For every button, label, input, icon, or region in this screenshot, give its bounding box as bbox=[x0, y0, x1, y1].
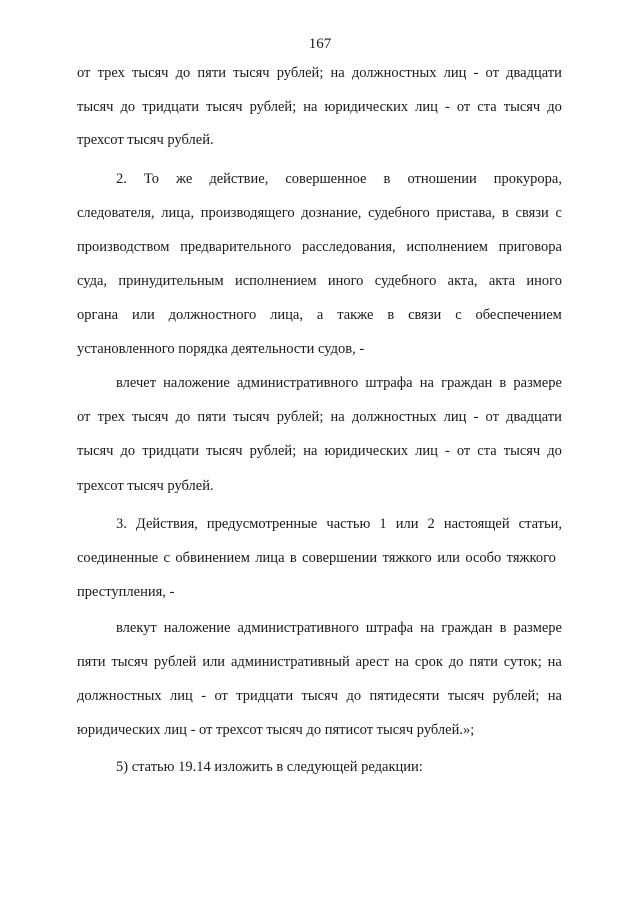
word: тяжкого bbox=[506, 550, 556, 566]
text-line bbox=[77, 653, 562, 671]
word: в bbox=[289, 550, 297, 566]
word: тысяч bbox=[131, 409, 169, 425]
word: административного bbox=[236, 375, 359, 391]
word: лиц bbox=[443, 65, 467, 81]
word: также bbox=[337, 307, 374, 323]
word: в bbox=[501, 205, 509, 221]
word: суток; bbox=[503, 654, 542, 670]
word: на bbox=[419, 375, 434, 391]
word: судебного bbox=[368, 205, 430, 221]
word: судебного bbox=[374, 273, 437, 289]
text-line bbox=[77, 687, 562, 705]
word: на bbox=[303, 99, 318, 115]
word: тысяч bbox=[77, 99, 114, 115]
word: обвинением bbox=[175, 550, 250, 566]
word: тысяч bbox=[131, 65, 169, 81]
word: на bbox=[330, 65, 345, 81]
text-line bbox=[116, 619, 562, 637]
word: лиц bbox=[443, 409, 467, 425]
text-line: юридических лиц - от трехсот тысяч до пятисот тысяч рублей.»; bbox=[77, 722, 475, 738]
word: на bbox=[330, 409, 345, 425]
word: ста bbox=[477, 99, 497, 115]
text-line: трехсот тысяч рублей. bbox=[77, 478, 214, 494]
word: влекут bbox=[116, 620, 157, 636]
word: лица, bbox=[270, 307, 303, 323]
word: действие, bbox=[209, 171, 269, 187]
word: в bbox=[387, 307, 395, 323]
text-line: трехсот тысяч рублей. bbox=[77, 132, 214, 148]
word: граждан bbox=[441, 375, 493, 391]
word: до bbox=[120, 99, 136, 115]
word: лица, bbox=[161, 205, 195, 221]
word: до bbox=[120, 443, 136, 459]
word: административный bbox=[230, 654, 350, 670]
word: пристава, bbox=[436, 205, 496, 221]
word: штрафа bbox=[365, 375, 413, 391]
word: до bbox=[448, 654, 464, 670]
word: размере bbox=[513, 375, 562, 391]
word: должностных bbox=[351, 65, 437, 81]
word: с bbox=[555, 205, 562, 221]
word: тысяч bbox=[447, 688, 485, 704]
word: а bbox=[316, 307, 324, 323]
word: от bbox=[77, 409, 91, 425]
word: трех bbox=[97, 409, 125, 425]
word: акта, bbox=[447, 273, 478, 289]
word: до bbox=[175, 409, 191, 425]
word: тридцати bbox=[142, 99, 200, 115]
word: прокурора, bbox=[493, 171, 562, 187]
word: следователя, bbox=[77, 205, 155, 221]
word: тридцати bbox=[236, 688, 294, 704]
word: особо bbox=[465, 550, 502, 566]
word: до bbox=[346, 688, 362, 704]
word: до bbox=[547, 443, 562, 459]
word: тысяч bbox=[233, 65, 270, 81]
word: производящего bbox=[200, 205, 295, 221]
word: дознание, bbox=[301, 205, 362, 221]
word: на bbox=[547, 688, 562, 704]
word: пяти bbox=[469, 654, 498, 670]
text-line: 5) статью 19.14 изложить в следующей редакции: bbox=[116, 759, 423, 775]
word: или bbox=[131, 307, 155, 323]
word: 3. bbox=[116, 516, 127, 532]
word: - bbox=[444, 99, 450, 115]
word: на bbox=[420, 620, 435, 636]
word: лиц bbox=[170, 688, 193, 704]
word: статьи, bbox=[518, 516, 562, 532]
word: тридцати bbox=[142, 443, 200, 459]
word: на bbox=[547, 654, 562, 670]
word: предварительного bbox=[180, 239, 292, 255]
text-line bbox=[77, 272, 562, 290]
word: приговора bbox=[498, 239, 562, 255]
word: на bbox=[394, 654, 409, 670]
word: лиц bbox=[415, 443, 438, 459]
word: тысяч bbox=[503, 443, 541, 459]
word: до bbox=[175, 65, 191, 81]
word: в bbox=[383, 171, 391, 187]
word: административного bbox=[237, 620, 359, 636]
text-line bbox=[116, 170, 562, 188]
word: штрафа bbox=[365, 620, 414, 636]
word: двадцати bbox=[506, 65, 562, 81]
word: соединенные bbox=[77, 550, 159, 566]
word: ста bbox=[477, 443, 497, 459]
word: органа bbox=[77, 307, 119, 323]
text-line bbox=[77, 442, 562, 460]
word: тысяч bbox=[233, 409, 270, 425]
word: суда, bbox=[77, 273, 108, 289]
word: тысяч bbox=[206, 99, 243, 115]
word: - bbox=[473, 65, 479, 81]
word: расследования, bbox=[302, 239, 396, 255]
word: 2. bbox=[116, 171, 127, 187]
word: иного bbox=[327, 273, 364, 289]
word: Действия, bbox=[135, 516, 198, 532]
page-number: 167 bbox=[308, 36, 332, 52]
word: тысяч bbox=[77, 443, 114, 459]
text-line bbox=[77, 408, 562, 426]
word: - bbox=[473, 409, 479, 425]
word: исполнением bbox=[406, 239, 488, 255]
word: производством bbox=[77, 239, 170, 255]
word: иного bbox=[526, 273, 562, 289]
word: пяти bbox=[197, 65, 226, 81]
word: лица bbox=[255, 550, 285, 566]
word: наложение bbox=[163, 375, 230, 391]
word: - bbox=[444, 443, 450, 459]
text-line bbox=[77, 64, 562, 82]
word: пяти bbox=[77, 654, 106, 670]
word: рублей; bbox=[249, 443, 297, 459]
word: - bbox=[201, 688, 207, 704]
word: акта bbox=[488, 273, 516, 289]
word: совершенное bbox=[285, 171, 367, 187]
word: юридических bbox=[324, 99, 409, 115]
word: частью bbox=[326, 516, 371, 532]
word: от bbox=[456, 99, 471, 115]
word: пяти bbox=[197, 409, 226, 425]
word: совершении bbox=[302, 550, 378, 566]
word: влечет bbox=[116, 375, 157, 391]
word: в bbox=[499, 375, 507, 391]
word: до bbox=[547, 99, 562, 115]
word: тысяч bbox=[206, 443, 243, 459]
word: должностного bbox=[168, 307, 257, 323]
word: или bbox=[437, 550, 460, 566]
word: от bbox=[485, 409, 499, 425]
word: тысяч bbox=[111, 654, 148, 670]
word: настоящей bbox=[443, 516, 510, 532]
word: То bbox=[143, 171, 159, 187]
word: граждан bbox=[441, 620, 493, 636]
word: с bbox=[455, 307, 462, 323]
word: должностных bbox=[77, 688, 162, 704]
word: в bbox=[499, 620, 507, 636]
text-line bbox=[77, 549, 556, 567]
word: должностных bbox=[351, 409, 437, 425]
word: лиц bbox=[415, 99, 438, 115]
word: от bbox=[77, 65, 91, 81]
word: размере bbox=[513, 620, 562, 636]
word: юридических bbox=[324, 443, 409, 459]
word: предусмотренные bbox=[206, 516, 318, 532]
word: с bbox=[163, 550, 170, 566]
word: на bbox=[303, 443, 318, 459]
word: рублей bbox=[153, 654, 197, 670]
word: от bbox=[485, 65, 499, 81]
word: или bbox=[395, 516, 419, 532]
word: рублей; bbox=[276, 409, 324, 425]
word: от bbox=[214, 688, 228, 704]
word: 2 bbox=[427, 516, 435, 532]
word: от bbox=[456, 443, 471, 459]
word: рублей; bbox=[249, 99, 297, 115]
word: пятидесяти bbox=[369, 688, 440, 704]
word: двадцати bbox=[506, 409, 562, 425]
word: рублей; bbox=[492, 688, 540, 704]
word: принудительным bbox=[118, 273, 224, 289]
text-line: установленного порядка деятельности судов, - bbox=[77, 341, 365, 357]
text-line: преступления, - bbox=[77, 584, 175, 600]
text-line bbox=[116, 374, 562, 392]
word: связи bbox=[408, 307, 442, 323]
text-line bbox=[116, 515, 562, 533]
text-line bbox=[77, 238, 562, 256]
text-line bbox=[77, 306, 562, 324]
word: рублей; bbox=[276, 65, 324, 81]
text-line bbox=[77, 204, 562, 222]
word: связи bbox=[515, 205, 549, 221]
word: тысяч bbox=[503, 99, 541, 115]
word: тяжкого bbox=[382, 550, 432, 566]
word: отношении bbox=[407, 171, 477, 187]
word: 1 bbox=[379, 516, 387, 532]
word: наложение bbox=[163, 620, 231, 636]
word: обеспечением bbox=[475, 307, 562, 323]
word: или bbox=[202, 654, 226, 670]
word: трех bbox=[97, 65, 125, 81]
word: арест bbox=[355, 654, 389, 670]
word: тысяч bbox=[301, 688, 339, 704]
text-line bbox=[77, 98, 562, 116]
word: срок bbox=[414, 654, 443, 670]
word: исполнением bbox=[234, 273, 317, 289]
word: же bbox=[176, 171, 193, 187]
